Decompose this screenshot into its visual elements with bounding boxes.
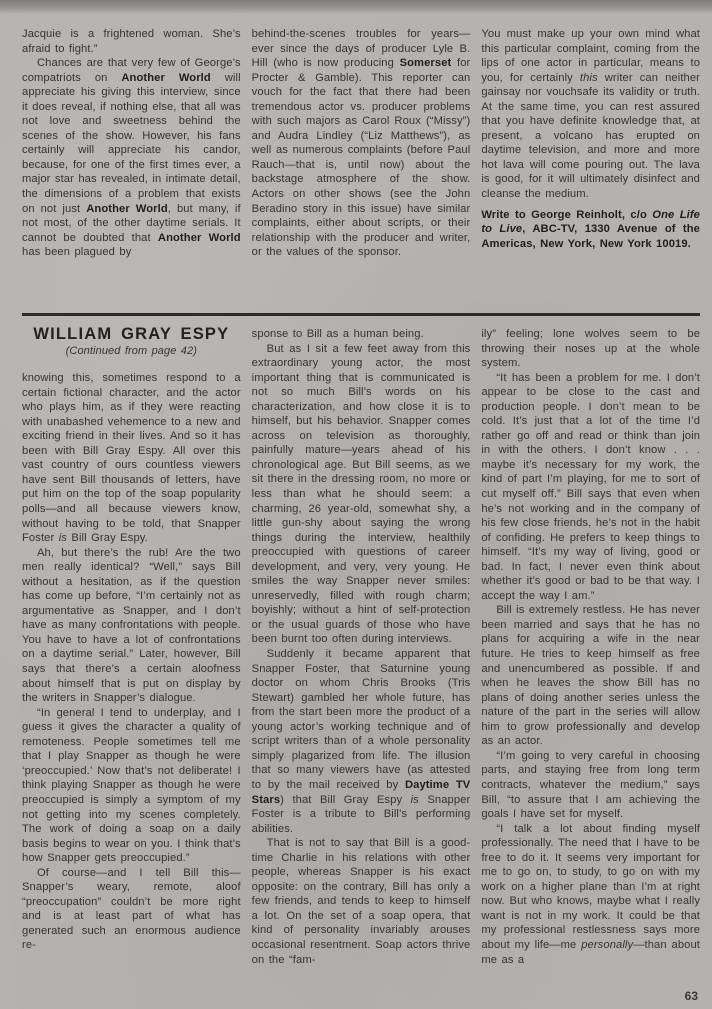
text-segment: “I’m going to very careful in choosing parts, and staying free from long term contracts, whatever the medium,” says Bill, “to assure that I am achieving the goals I have set for myself. <box>481 749 701 821</box>
text-segment: , ABC-TV, 1330 Avenue of the Americas, New York, New York 10019. <box>481 223 700 250</box>
text-segment: But as I sit a few feet away from this extraordinary young actor, the most important thing that is communicated is not so much Bill’s words on his characterization, and how close it is to himself, but his behavior. Snapper comes across on television as thoroughly, painfully mature—years ahead of his chronological age. But Bill seems, as we sit there in the dressing room, no more or less than what he should seem: a charming, 26 year-old, somewhat shy, a little gun-shy about saying the wrong things during the interview, healthily preoccupied with questions of career development, and very, very young. He smiles the way Snapper never smiles: unreservedly, filled with rough charm; boyishly; without a hint of self-protection or the usual guards of those who have been burnt too often during interviews. <box>251 342 471 646</box>
article-column-2 <box>252 327 471 967</box>
text-segment: Another World <box>86 202 168 215</box>
paragraph <box>22 546 241 706</box>
section-divider <box>22 313 700 316</box>
paragraph <box>252 342 471 647</box>
text-segment: , but many, if not most, of the other daytime serials. It cannot be doubted that <box>22 202 241 244</box>
text-segment: is <box>410 793 419 806</box>
text-segment: this <box>579 71 598 84</box>
paragraph <box>481 371 700 604</box>
paragraph <box>481 822 700 967</box>
paragraph <box>22 27 241 56</box>
text-segment: Suddenly it became apparent that Snapper Foster, that Saturnine young doctor on whom Chris Brooks (Tris Stewart) gambled her whole future, has from the start been more the product of a young actor’s working technique and of script writers than of a whole personality simply plagarized from life. The illusion that so many viewers have (as attested to by the mail received by <box>251 648 471 791</box>
text-segment: Daytime TV Stars <box>251 778 471 806</box>
top-column-2 <box>252 27 471 306</box>
text-segment: will appreciate his giving this interview, since it does reveal, if nothing else, that all was not love and sweetness behind the scenes of the show. However, his fans certainly will appreciate his candor, because, for one of the first times ever, a major star has revealed, in intimate detail, the dimensions of a problem that exists on not just <box>22 71 241 215</box>
text-segment: Another World <box>121 71 211 84</box>
paragraph <box>252 27 471 260</box>
article-section <box>22 327 700 967</box>
text-segment: You must make up your own mind what this particular complaint, coming from the lips of one actor in particular, means to you, for certainly <box>481 28 700 84</box>
paragraph <box>22 866 241 953</box>
paragraph <box>252 647 471 836</box>
text-segment: writer can neither gainsay nor vouchsafe its validity or truth. At the same time, you can rest assured that you have definite knowledge that, at present, a volcano has erupted on daytime television, and more and more hot lava will come pouring out. The lava is good, for it will ultimately disinfect and cleanse the medium. <box>481 71 700 201</box>
text-segment: Somerset <box>399 57 452 70</box>
paragraph <box>481 327 700 371</box>
text-segment: “I talk a lot about finding myself professionally. The need that I have to be free to do it. It seems very important for me to go on, to study, to go on with my work on a higher plane than I’m at right now. But who knows, maybe what I really want is not in my work. It could be that my professional restlessness says more about my life—me <box>481 822 701 951</box>
text-segment: “In general I tend to underplay, and I guess it gives the character a quality of remoteness. People sometimes tell me that I play Snapper as though he were ‘preoccupied.’ Now that’s not deliberate! I think playing Snapper as though he were preoccupied is simply a symptom of my not getting into my scenes completely. The work of doing a soap on a daily basis begins to wear on you. I think that’s how Snapper gets preoccupied.” <box>22 706 241 865</box>
text-segment: knowing this, sometimes respond to a certain fictional character, and the actor who plays him, as if they were reacting with unabashed vehemence to a new and exciting friend in their lives. And so it has been with Bill Gray Espy. All over this vast country of ours countless viewers have sent Bill thousands of letters, have put him on the top of the soap popularity polls—and all because viewers know, without having to be told, that Snapper Foster <box>22 372 241 545</box>
text-segment: for Procter & Gamble). This reporter can vouch for the fact that there had been tremendous actor vs. producer problems with such majors as Carol Roux (“Missy”) and Audra Lindley (“Liz Matthews”), as well as numerous complaints (before Paul Rauch—that is, until now) about the backstage atmosphere of the show. Actors on other shows (see the John Beradino story in this issue) have similar complaints, either about scripts, or their relationship with the producer and writer, or the values of the sponsor. <box>251 57 471 259</box>
text-segment: Another World <box>157 231 241 244</box>
text-segment: Jacquie is a frightened woman. She’s afraid to fight.” <box>22 28 241 55</box>
page-content <box>22 27 700 967</box>
paragraph <box>481 208 700 252</box>
text-segment: That is not to say that Bill is a good-time Charlie in his relations with other people, whereas Snapper is his exact opposite: on the contrary, Bill has only a few friends, and tends to keep to himself a lot. On the set of a soap opera, that kind of personality invariably arouses occasional resentment. Soap actors thrive on the “fam- <box>251 837 471 966</box>
top-section <box>22 27 700 306</box>
text-segment: personally <box>581 938 634 951</box>
text-segment: Bill Gray Espy. <box>67 532 148 545</box>
text-segment: has been plagued by <box>22 246 132 259</box>
text-segment: —than about me as a <box>481 938 700 966</box>
paragraph <box>252 836 471 967</box>
paragraph <box>481 749 700 822</box>
text-segment: Write to George Reinholt, c/o <box>481 208 653 221</box>
article-column-1 <box>22 327 241 967</box>
article-title: WILLIAM GRAY ESPY <box>33 325 230 343</box>
text-segment: ) that Bill Gray Espy <box>280 793 411 806</box>
top-column-3 <box>481 27 700 306</box>
paragraph <box>22 706 241 866</box>
text-segment: is <box>58 532 67 545</box>
text-segment: ily” feeling; lone wolves seem to be throwing their noses up at the whole system. <box>481 328 701 370</box>
text-segment: Ah, but there’s the rub! Are the two men really identical? “Well,” says Bill without a hesitation, as if the question has come up before, “I’m certainly not as argumentative as Snapper, and I don’t have as many confrontations with people. You have to have a lot of confrontations on a daytime serial.” Later, however, Bill says that there’s a certain aloofness about himself that is put on display by the writers in Snapper’s dialogue. <box>22 546 241 705</box>
paragraph <box>481 27 700 202</box>
paragraph <box>481 603 700 748</box>
page-number: 63 <box>684 989 698 1003</box>
article-column-1-text <box>22 371 241 953</box>
top-column-1 <box>22 27 241 306</box>
text-segment: “It has been a problem for me. I don’t appear to be close to the cast and production people. I don’t mean to be cold. It’s just that a lot of the time I’d rather go off and read or think than join in with the others. I don’t know . . . maybe it’s necessary for my work, the kind of part I’m playing, for me to sort of cut myself off.” Bill says that even when he’s not working and in the company of his few close friends, he’s not in the habit of confiding. He prefers to keep things to himself. “It’s my way of living, good or bad. In fact, I never even think about whether it’s good or bad to be that way. I accept the way I am.” <box>481 371 701 602</box>
text-segment: Chances are that very few of George’s compatriots on <box>22 57 241 84</box>
article-column-3 <box>481 327 700 967</box>
paragraph <box>22 56 241 260</box>
page-top-edge <box>0 0 712 14</box>
paragraph <box>252 327 471 342</box>
text-segment: Of course—and I tell Bill this—Snapper’s weary, remote, aloof “preoccupation” couldn’t be more right and is at least part of what has generated such an enormous audience re- <box>22 866 241 952</box>
text-segment: Bill is extremely restless. He has never been married and says that he has no plans for acquiring a wife in the near future. He tries to keep himself as free and unencumbered as possible. If and when he leaves the show Bill has no plans of doing another series unless the nature of the part in the series will allow him to grow professionally and develop as an actor. <box>481 604 701 748</box>
text-segment: behind-the-scenes troubles for years—ever since the days of producer Lyle B. Hill (who is now producing <box>251 28 471 70</box>
text-segment: One Life to Live <box>481 208 700 236</box>
continued-from-note: (Continued from page 42) <box>65 344 198 357</box>
text-segment: sponse to Bill as a human being. <box>251 328 424 340</box>
text-segment: Snapper Foster is a tribute to Bill’s performing abilities. <box>251 793 471 835</box>
paragraph <box>22 371 241 546</box>
article-header <box>22 327 241 358</box>
